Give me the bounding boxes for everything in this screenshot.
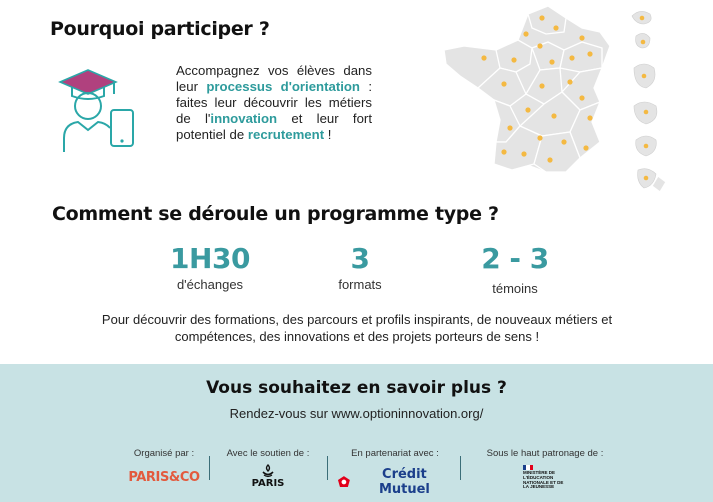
credit-mutuel-mark-icon (336, 475, 352, 489)
highlight-innovation: innovation (210, 111, 278, 126)
partner-caption: Sous le haut patronage de : (486, 448, 604, 459)
footer-title: Vous souhaitez en savoir plus ? (206, 378, 507, 398)
highlight-recrutement: recrutement (247, 127, 325, 142)
credit-mutuel-text: Crédit Mutuel (378, 467, 430, 497)
stat-formats (320, 243, 400, 292)
stat-value: 1H30 (170, 242, 250, 275)
partner-caption: Organisé par : (133, 448, 195, 459)
stat-duration (160, 243, 260, 292)
credit-mutuel-logo[interactable] (336, 467, 454, 497)
partner-support (218, 448, 318, 489)
footer-banner (0, 364, 713, 502)
ministere-text: MINISTÈRE DE L'ÉDUCATION NATIONALE ET DE LA JEUNESSE (523, 470, 564, 490)
partner-organizer (124, 448, 204, 485)
ministere-logo[interactable] (523, 465, 567, 490)
pariseco-logo[interactable]: PARIS&CO (128, 470, 200, 485)
program-description: Pour découvrir des formations, des parcours et profils inspirants, de nouveaux métiers et compétences, des innovations et des projets porteurs de sens ! (101, 312, 613, 344)
france-map-icon (430, 2, 670, 198)
partner-caption: Avec le soutien de : (226, 448, 310, 459)
stat-label: formats (338, 277, 382, 292)
partner-caption: En partenariat avec : (351, 448, 439, 459)
stat-value: 3 (350, 242, 370, 275)
partner-patronage (470, 448, 620, 490)
why-participate-title: Pourquoi participer ? (50, 18, 270, 40)
stat-value: 2 - 3 (481, 242, 549, 275)
paris-ship-icon (260, 463, 276, 479)
stat-label: d'échanges (176, 277, 244, 292)
program-title: Comment se déroule un programme type ? (52, 203, 499, 225)
stat-witnesses (470, 243, 560, 296)
partner-divider (327, 456, 328, 480)
partner-partnership (336, 448, 454, 497)
partner-divider (209, 456, 210, 480)
partner-divider (460, 456, 461, 480)
stat-label: témoins (492, 281, 538, 296)
why-participate-text: Accompagnez vos élèves dans leur processus d'orientation : faites leur découvrir les métiers de l'innovation et leur fort potentiel de recrutement ! (176, 63, 372, 142)
paris-logo[interactable]: PARIS (251, 478, 285, 489)
highlight-orientation: processus d'orientation (206, 79, 360, 94)
website-link[interactable]: Rendez-vous sur www.optioninnovation.org/ (229, 406, 484, 421)
graduate-teacher-icon (56, 64, 142, 154)
